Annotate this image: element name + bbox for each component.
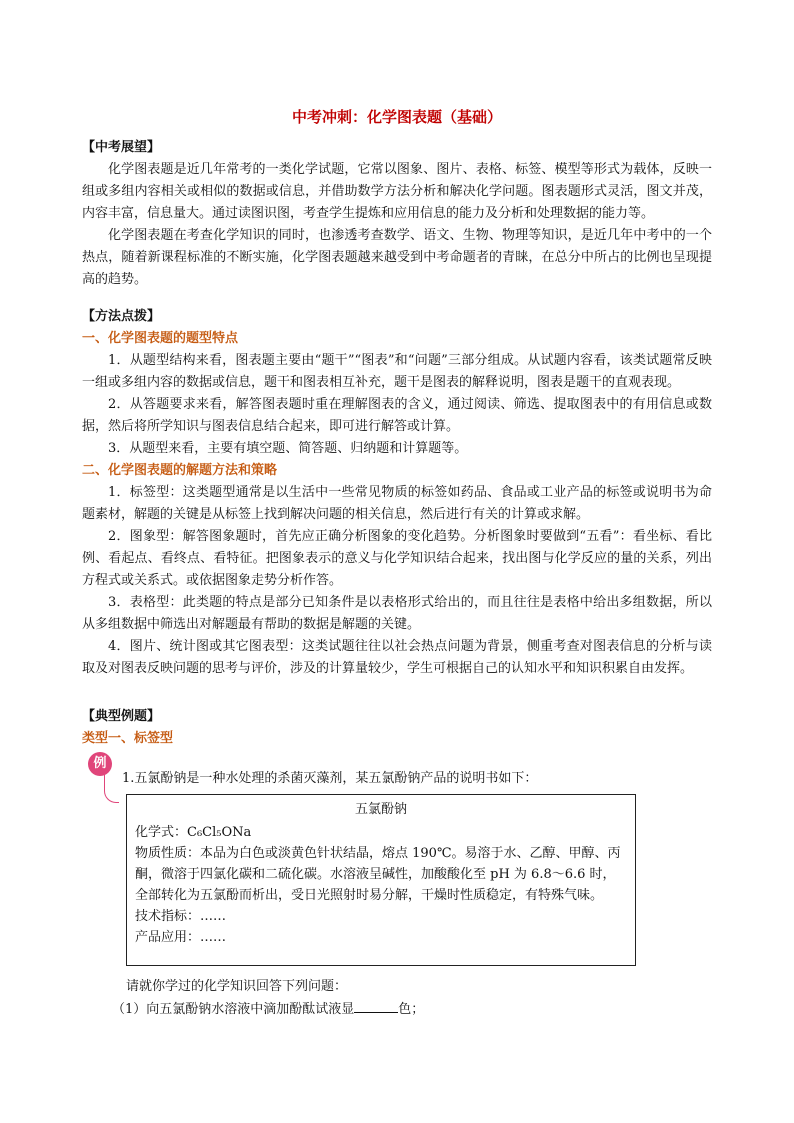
- method-h1-item-3: 3．从题型来看，主要有填空题、简答题、归纳题和计算题等。: [108, 441, 468, 456]
- label-application: 产品应用：……: [135, 930, 227, 945]
- outlook-section: [82, 137, 712, 291]
- label-formula-caption: 化学式：: [135, 825, 188, 840]
- label-formula: C₆Cl₅ONa: [187, 825, 252, 840]
- outlook-tag: 【中考展望】: [82, 140, 161, 155]
- outlook-paragraph-2: 化学图表题在考查化学知识的同时，也渗透考查数学、语文、生物、物理等知识，是近几年中考中的一个热点，随着新课程标准的不断实施，化学图表题越来越受到中考命题者的青睐，在总分中所占的比例也呈现提高的趋势。: [82, 228, 712, 287]
- type1-heading: 类型一、标签型: [82, 731, 174, 746]
- method-h2-item-2: 2．图象型：解答图象题时，首先应正确分析图象的变化趋势。分析图象时要做到“五看”：看坐标、看比例、看起点、看终点、看特征。把图象表示的意义与化学知识结合起来，找出图与化学反应的量的关系，列出方程式或关系式。或依据图象走势分析作答。: [82, 529, 712, 588]
- method-heading-1: 一、化学图表题的题型特点: [82, 331, 239, 346]
- example-badge-icon: 例: [88, 752, 112, 776]
- method-heading-2: 二、化学图表题的解题方法和策略: [82, 463, 278, 478]
- label-tech-spec: 技术指标：……: [135, 909, 227, 924]
- examples-tag: 【典型例题】: [82, 709, 161, 724]
- method-h1-item-1: 1．从题型结构来看，图表题主要由“题干”“图表”和“问题”三部分组成。从试题内容看，该类试题常反映一组或多组内容的数据或信息，题干和图表相互补充，题干是图表的解释说明，图表是题干的直观表现。: [82, 353, 712, 390]
- method-h1-item-2: 2．从答题要求来看，解答图表题时重在理解图表的含义，通过阅读、筛选、提取图表中的有用信息或数据，然后将所学知识与图表信息结合起来，即可进行解答或计算。: [82, 397, 712, 434]
- sub-question-1: [112, 998, 424, 1021]
- page-title: 中考冲刺：化学图表题（基础）: [291, 108, 502, 126]
- method-section: [82, 306, 712, 680]
- method-h2-item-3: 3．表格型：此类题的特点是部分已知条件是以表格形式给出的，而且往往是表格中给出多组数据，所以从多组数据中筛选出对解题最有帮助的数据是解题的关键。: [82, 595, 712, 632]
- sub-question-1-suffix: 色；: [398, 1002, 425, 1017]
- outlook-paragraph-1: 化学图表题是近几年常考的一类化学试题，它常以图象、图片、表格、标签、模型等形式为载体，反映一组或多组内容相关或相似的数据或信息，并借助数学方法分析和解决化学问题。图表题形式灵活，图文并茂，内容丰富，信息量大。通过读图识图，考查学生提炼和应用信息的能力及分析和处理数据的能力等。: [82, 162, 712, 221]
- label-properties: 物质性质：本品为白色或淡黄色针状结晶，熔点 190℃。易溶于水、乙醇、甲醇、丙酮，微溶于四氯化碳和二硫化碳。水溶液呈碱性，加酸酸化至 pH 为 6.8～6.6 时，全部转化为五氯酚而析出，受日光照射时易分解，干燥时性质稳定，有特殊气味。: [135, 846, 621, 903]
- method-h2-item-4: 4．图片、统计图或其它图表型：这类试题往往以社会热点问题为背景，侧重考查对图表信息的分析与读取及对图表反映问题的思考与评价，涉及的计算量较少，学生可根据自己的认知水平和知识积累自由发挥。: [82, 639, 712, 676]
- answer-blank[interactable]: [354, 998, 398, 1013]
- answer-prompt: 请就你学过的化学知识回答下列问题：: [126, 979, 348, 994]
- label-formula-line: [135, 822, 627, 843]
- method-h2-item-1: 1．标签型：这类题型通常是以生活中一些常见物质的标签如药品、食品或工业产品的标签或说明书为命题素材，解题的关键是从标签上找到解决问题的相关信息，然后进行有关的计算或求解。: [82, 485, 712, 522]
- sub-question-1-text: （1）向五氯酚钠水溶液中滴加酚酞试液显: [112, 1002, 355, 1017]
- example-question: 1.五氯酚钠是一种水处理的杀菌灭藻剂，某五氯酚钠产品的说明书如下：: [122, 771, 538, 786]
- method-tag: 【方法点拨】: [82, 309, 161, 324]
- product-label-box: [126, 794, 636, 966]
- examples-section: [82, 706, 712, 750]
- label-title: 五氯酚钠: [354, 802, 407, 817]
- example-bracket-decoration: [104, 770, 119, 803]
